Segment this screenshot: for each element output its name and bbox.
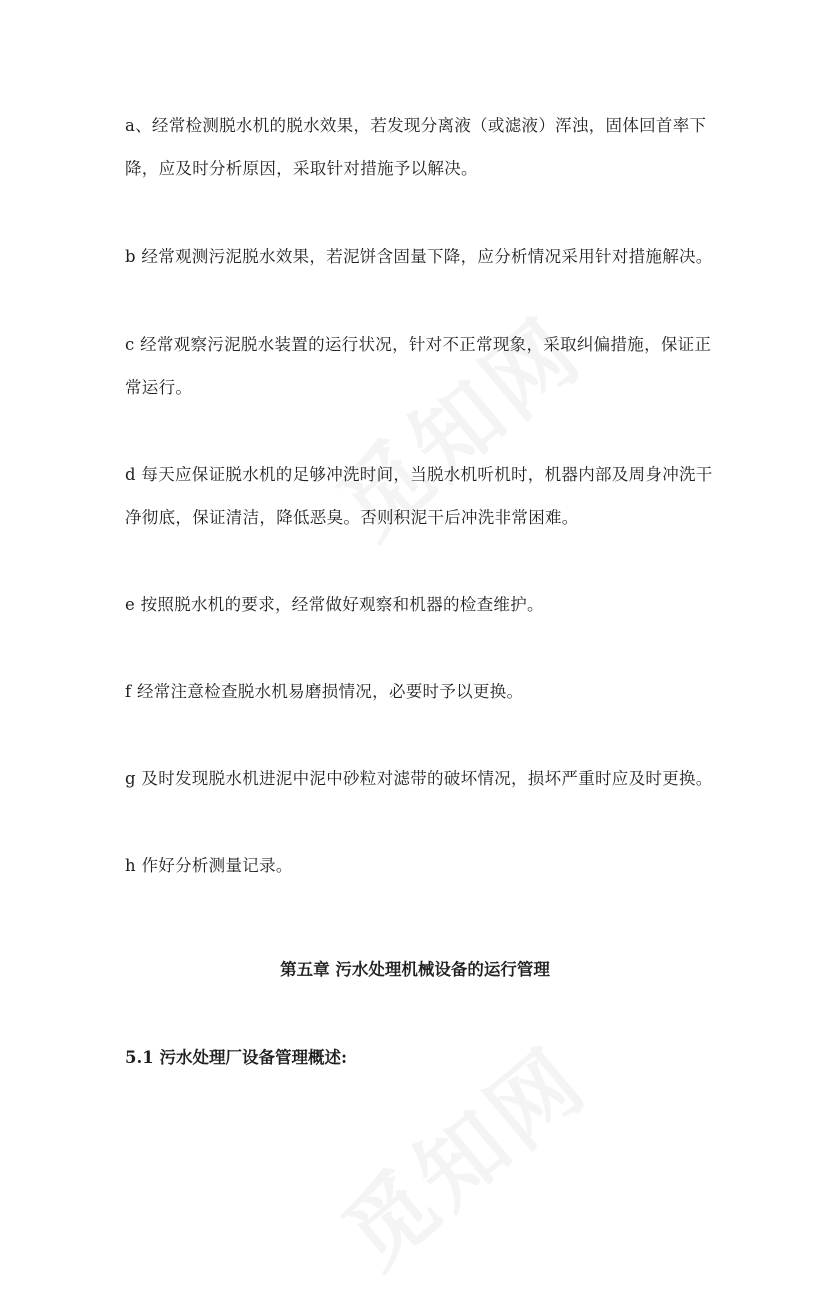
- paragraph-g: g 及时发现脱水机进泥中泥中砂粒对滤带的破坏情况，损坏严重时应及时更换。: [125, 769, 713, 788]
- paragraph-f: f 经常注意检查脱水机易磨损情况，必要时予以更换。: [125, 682, 524, 701]
- paragraph-h: h 作好分析测量记录。: [125, 856, 293, 875]
- watermark: [312, 1014, 609, 1292]
- chapter-title: 第五章 污水处理机械设备的运行管理: [280, 960, 550, 979]
- paragraph-c: c 经常观察污泥脱水装置的运行状况，针对不正常现象，采取纠偏措施，保证正常运行。: [125, 335, 712, 397]
- paragraph-a: a、经常检测脱水机的脱水效果，若发现分离液（或滤液）浑浊，固体回首率下降，应及时分析原因，采取针对措施予以解决。: [125, 116, 707, 178]
- paragraph-b: b 经常观测污泥脱水效果，若泥饼含固量下降，应分析情况采用针对措施解决。: [125, 247, 713, 266]
- section-heading: 5.1 污水处理厂设备管理概述:: [125, 1048, 348, 1067]
- paragraph-d: d 每天应保证脱水机的足够冲洗时间，当脱水机听机时，机器内部及周身冲洗干净彻底，保证清洁，降低恶臭。否则积泥干后冲洗非常困难。: [125, 465, 713, 527]
- paragraph-e: e 按照脱水机的要求，经常做好观察和机器的检查维护。: [125, 595, 544, 614]
